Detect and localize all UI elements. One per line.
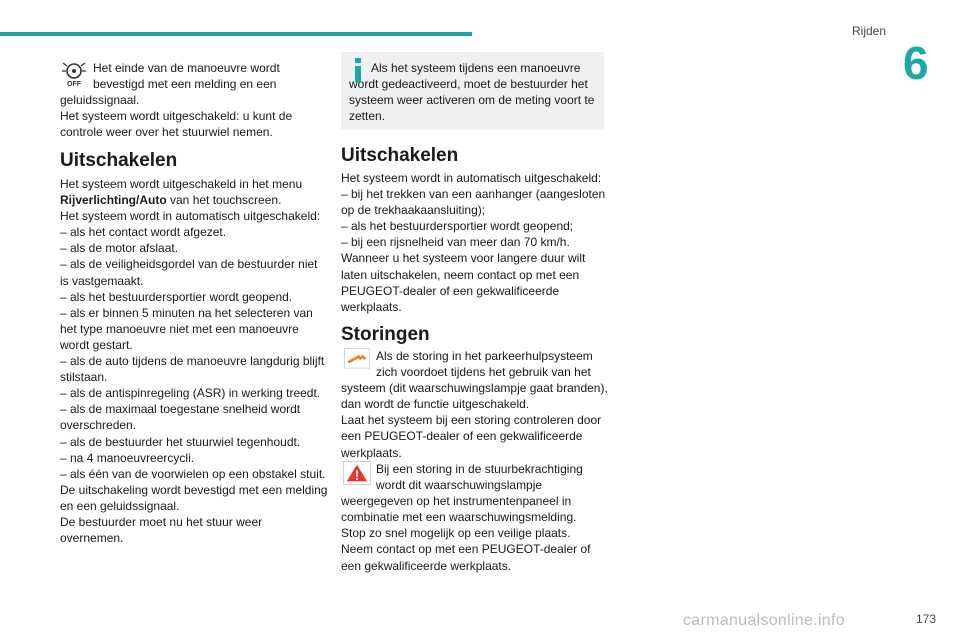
auto-deactivation-intro: Het systeem wordt in automatisch uitgeschakeld:	[341, 171, 602, 185]
list-item: – als de antispinregeling (ASR) in werking treedt.	[60, 386, 321, 401]
auto-deactivation-block	[341, 170, 609, 315]
chapter-number: 6	[903, 37, 929, 89]
list-item: – als de auto tijdens de manoeuvre langdurig blijft stilstaan.	[60, 354, 325, 385]
page-number: 173	[916, 612, 937, 626]
fault-block-1	[341, 348, 609, 461]
intro-line-1: Het einde van de manoeuvre wordt	[93, 61, 280, 75]
section-heading: Storingen	[341, 324, 430, 345]
warning-triangle-icon	[341, 461, 371, 487]
list-item: – bij het trekken van een aanhanger (aangesloten op de trekhaakaansluiting);	[341, 187, 606, 218]
wrench-icon	[341, 348, 371, 372]
closing-paragraph: De uitschakeling wordt bevestigd met een melding en een geluidssignaal.	[60, 482, 328, 513]
fault-paragraph-1b: Laat het systeem bij een storing controleren door een PEUGEOT-dealer of een gekwalificeerde werkplaats.	[341, 413, 602, 460]
deactivation-text	[60, 176, 328, 546]
list-item: – als het bestuurdersportier wordt geopend.	[60, 289, 293, 304]
intro-line-2: bevestigd met een melding en een geluidssignaal.	[60, 77, 277, 108]
fault-block-2	[341, 461, 609, 574]
list-item: – als de motor afslaat.	[60, 241, 179, 256]
list-item: – als één van de voorwielen op een obstakel stuit.	[60, 466, 326, 481]
info-note-text: Als het systeem tijdens een manoeuvre wordt gedeactiveerd, moet de bestuurder het systeem weer activeren om de meting voort te zetten.	[349, 61, 595, 124]
list-item: – als het bestuurdersportier wordt geopend;	[341, 219, 574, 234]
svg-text:OFF: OFF	[67, 81, 81, 88]
fault-paragraph-2: Bij een storing in de stuurbekrachtiging wordt dit waarschuwingslampje weergegeven op het instrumentenpaneel in combinatie met een waarschuwingsmelding.	[341, 462, 583, 525]
list-item: – als de maximaal toegestane snelheid wordt overschreden.	[60, 402, 301, 433]
list-item: – als er binnen 5 minuten na het selecteren van het type manoeuvre niet met een manoeuvre wordt gestart.	[60, 305, 313, 352]
menu-paragraph: Het systeem wordt uitgeschakeld in het menu Rijverlichting/Auto van het touchscreen.	[60, 177, 303, 208]
info-note-box	[341, 52, 604, 130]
heading-storingen	[341, 324, 609, 346]
fault-paragraph-2c: Neem contact op met een PEUGEOT-dealer of een gekwalificeerde werkplaats.	[341, 542, 591, 573]
watermark: carmanualsonline.info	[683, 612, 845, 629]
auto-deactivation-intro: Het systeem wordt in automatisch uitgeschakeld:	[60, 209, 321, 224]
section-title: Rijden	[852, 24, 887, 38]
list-item: – als de bestuurder het stuurwiel tegenhoudt.	[60, 434, 301, 449]
intro-block	[60, 60, 328, 140]
list-item: – bij een rijsnelheid van meer dan 70 km/h.	[341, 235, 570, 250]
closing-paragraph: De bestuurder moet nu het stuur weer overnemen.	[60, 514, 263, 546]
section-heading: Uitschakelen	[60, 150, 178, 171]
heading-uitschakelen-1	[60, 150, 328, 172]
section-heading: Uitschakelen	[341, 145, 459, 166]
list-item: – na 4 manoeuvreercycli.	[60, 450, 195, 465]
fault-paragraph-1: Als de storing in het parkeerhulpsysteem zich voordoet tijdens het gebruik van het systeem (dit waarschuwingslampje gaat branden), dan wordt de functie uitgeschakeld.	[341, 349, 608, 412]
header-accent-bar	[0, 32, 472, 36]
heading-uitschakelen-2	[341, 145, 609, 167]
list-item: – als het contact wordt afgezet.	[60, 225, 227, 240]
fault-paragraph-2b: Stop zo snel mogelijk op een veilige plaats.	[341, 526, 571, 541]
long-term-paragraph: Wanneer u het systeem voor langere duur wilt laten uitschakelen, neem contact op met een PEUGEOT-dealer of een gekwalificeerde werkplaats.	[341, 251, 586, 314]
list-item: – als de veiligheidsgordel van de bestuurder niet is vastgemaakt.	[60, 257, 318, 288]
park-assist-off-icon	[60, 60, 88, 88]
intro-line-3: Het systeem wordt uitgeschakeld: u kunt de controle weer over het stuurwiel nemen.	[60, 109, 293, 140]
